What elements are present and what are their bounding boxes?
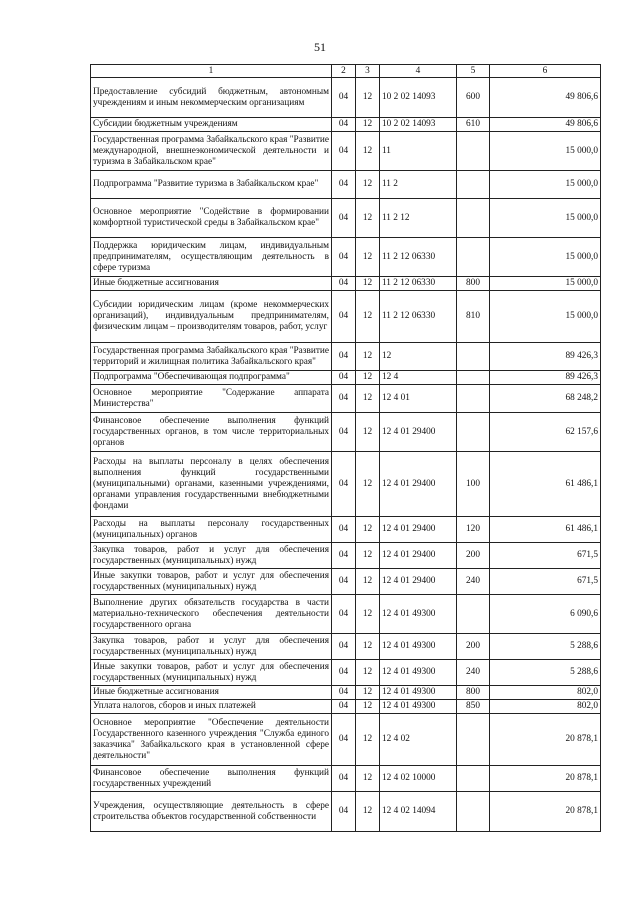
row-subsection: 12 xyxy=(356,686,380,700)
row-section: 04 xyxy=(332,543,356,569)
row-amount: 802,0 xyxy=(490,686,601,700)
row-target-code: 11 2 12 06330 xyxy=(380,238,457,277)
table-row xyxy=(91,517,601,543)
row-name: Иные бюджетные ассигнования xyxy=(91,686,332,700)
row-section: 04 xyxy=(332,634,356,660)
row-section: 04 xyxy=(332,569,356,595)
row-name: Уплата налогов, сборов и иных платежей xyxy=(91,700,332,714)
row-subsection: 12 xyxy=(356,291,380,343)
row-section: 04 xyxy=(332,452,356,517)
row-expense-type: 800 xyxy=(457,686,490,700)
column-header-6: 6 xyxy=(490,65,601,78)
table-row xyxy=(91,452,601,517)
row-expense-type: 800 xyxy=(457,277,490,291)
row-subsection: 12 xyxy=(356,700,380,714)
table-row xyxy=(91,595,601,634)
page-number: 51 xyxy=(314,40,326,54)
row-section: 04 xyxy=(332,132,356,171)
row-section: 04 xyxy=(332,686,356,700)
row-name: Расходы на выплаты персоналу государственных (муниципальных) органов xyxy=(91,517,332,543)
table-row xyxy=(91,277,601,291)
row-name: Субсидии бюджетным учреждениям xyxy=(91,118,332,132)
row-target-code: 10 2 02 14093 xyxy=(380,78,457,118)
row-section: 04 xyxy=(332,700,356,714)
row-name: Предоставление субсидий бюджетным, автономным учреждениям и иным некоммерческим организациям xyxy=(91,78,332,118)
row-section: 04 xyxy=(332,714,356,766)
row-target-code: 12 4 01 29400 xyxy=(380,517,457,543)
row-expense-type xyxy=(457,413,490,452)
row-name: Основное мероприятие "Содержание аппарата Министерства" xyxy=(91,385,332,413)
row-section: 04 xyxy=(332,385,356,413)
row-amount: 20 878,1 xyxy=(490,714,601,766)
table-body xyxy=(91,78,601,832)
row-target-code: 12 4 xyxy=(380,371,457,385)
row-name: Закупка товаров, работ и услуг для обеспечения государственных (муниципальных) нужд xyxy=(91,634,332,660)
row-amount: 15 000,0 xyxy=(490,132,601,171)
budget-table xyxy=(90,64,601,832)
row-target-code: 12 4 02 xyxy=(380,714,457,766)
row-amount: 15 000,0 xyxy=(490,199,601,238)
row-amount: 61 486,1 xyxy=(490,517,601,543)
row-expense-type: 610 xyxy=(457,118,490,132)
row-target-code: 12 4 01 29400 xyxy=(380,543,457,569)
row-amount: 49 806,6 xyxy=(490,118,601,132)
table-row xyxy=(91,238,601,277)
row-section: 04 xyxy=(332,413,356,452)
row-name: Подпрограмма "Развитие туризма в Забайкальском крае" xyxy=(91,171,332,199)
row-section: 04 xyxy=(332,291,356,343)
row-expense-type xyxy=(457,199,490,238)
row-section: 04 xyxy=(332,660,356,686)
table-row xyxy=(91,686,601,700)
row-section: 04 xyxy=(332,595,356,634)
row-expense-type xyxy=(457,792,490,832)
row-amount: 20 878,1 xyxy=(490,792,601,832)
row-expense-type xyxy=(457,132,490,171)
row-amount: 15 000,0 xyxy=(490,238,601,277)
row-target-code: 12 4 01 49300 xyxy=(380,595,457,634)
row-target-code: 12 4 01 29400 xyxy=(380,452,457,517)
table-row xyxy=(91,118,601,132)
row-target-code: 11 2 12 xyxy=(380,199,457,238)
table-row xyxy=(91,78,601,118)
row-name: Поддержка юридическим лицам, индивидуальным предпринимателям, осуществляющим деятельность в сфере туризма xyxy=(91,238,332,277)
row-expense-type: 810 xyxy=(457,291,490,343)
row-subsection: 12 xyxy=(356,543,380,569)
row-target-code: 12 4 01 29400 xyxy=(380,569,457,595)
row-amount: 20 878,1 xyxy=(490,766,601,792)
table-row xyxy=(91,792,601,832)
row-name: Государственная программа Забайкальского края "Развитие международной, внешнеэкономической деятельности и туризма в Забайкальском крае" xyxy=(91,132,332,171)
table-row xyxy=(91,569,601,595)
row-name: Субсидии юридическим лицам (кроме некоммерческих организаций), индивидуальным предпринимателям, физическим лицам – производителям товаров, работ, услуг xyxy=(91,291,332,343)
table-row xyxy=(91,199,601,238)
row-subsection: 12 xyxy=(356,171,380,199)
table-row xyxy=(91,132,601,171)
row-target-code: 12 4 01 29400 xyxy=(380,413,457,452)
row-name: Учреждения, осуществляющие деятельность в сфере строительства объектов государственной собственности xyxy=(91,792,332,832)
row-target-code: 12 4 01 49300 xyxy=(380,686,457,700)
row-subsection: 12 xyxy=(356,78,380,118)
row-expense-type: 100 xyxy=(457,452,490,517)
row-name: Финансовое обеспечение выполнения функций государственных органов, в том числе территориальных органов xyxy=(91,413,332,452)
table-row xyxy=(91,343,601,371)
row-subsection: 12 xyxy=(356,371,380,385)
row-expense-type: 600 xyxy=(457,78,490,118)
row-name: Подпрограмма "Обеспечивающая подпрограмма" xyxy=(91,371,332,385)
row-section: 04 xyxy=(332,517,356,543)
table-row xyxy=(91,291,601,343)
row-target-code: 12 4 01 49300 xyxy=(380,634,457,660)
column-header-1: 1 xyxy=(91,65,332,78)
header-row xyxy=(91,65,601,78)
row-subsection: 12 xyxy=(356,517,380,543)
row-amount: 49 806,6 xyxy=(490,78,601,118)
row-section: 04 xyxy=(332,238,356,277)
row-subsection: 12 xyxy=(356,766,380,792)
row-name: Основное мероприятие "Обеспечение деятельности Государственного казенного учреждения "Служба единого заказчика" Забайкальского края в установленной сфере деятельности" xyxy=(91,714,332,766)
row-name: Иные закупки товаров, работ и услуг для обеспечения государственных (муниципальных) нужд xyxy=(91,660,332,686)
row-subsection: 12 xyxy=(356,413,380,452)
table-row xyxy=(91,766,601,792)
row-subsection: 12 xyxy=(356,569,380,595)
table-row xyxy=(91,543,601,569)
row-target-code: 11 2 xyxy=(380,171,457,199)
row-section: 04 xyxy=(332,118,356,132)
table-row xyxy=(91,660,601,686)
row-target-code: 11 2 12 06330 xyxy=(380,277,457,291)
row-target-code: 12 4 01 49300 xyxy=(380,660,457,686)
row-amount: 671,5 xyxy=(490,569,601,595)
row-subsection: 12 xyxy=(356,277,380,291)
row-amount: 62 157,6 xyxy=(490,413,601,452)
row-subsection: 12 xyxy=(356,792,380,832)
row-name: Государственная программа Забайкальского края "Развитие территорий и жилищная политика Забайкальского края" xyxy=(91,343,332,371)
row-subsection: 12 xyxy=(356,714,380,766)
table-row xyxy=(91,171,601,199)
row-subsection: 12 xyxy=(356,660,380,686)
row-amount: 61 486,1 xyxy=(490,452,601,517)
row-target-code: 11 2 12 06330 xyxy=(380,291,457,343)
row-subsection: 12 xyxy=(356,343,380,371)
row-subsection: 12 xyxy=(356,634,380,660)
row-amount: 6 090,6 xyxy=(490,595,601,634)
column-header-5: 5 xyxy=(457,65,490,78)
row-amount: 15 000,0 xyxy=(490,277,601,291)
row-name: Иные закупки товаров, работ и услуг для обеспечения государственных (муниципальных) нужд xyxy=(91,569,332,595)
row-expense-type: 200 xyxy=(457,543,490,569)
row-subsection: 12 xyxy=(356,199,380,238)
row-expense-type: 240 xyxy=(457,569,490,595)
row-expense-type: 120 xyxy=(457,517,490,543)
row-target-code: 11 xyxy=(380,132,457,171)
column-header-3: 3 xyxy=(356,65,380,78)
row-expense-type xyxy=(457,766,490,792)
row-amount: 5 288,6 xyxy=(490,660,601,686)
row-amount: 89 426,3 xyxy=(490,371,601,385)
row-expense-type: 240 xyxy=(457,660,490,686)
row-subsection: 12 xyxy=(356,118,380,132)
column-header-4: 4 xyxy=(380,65,457,78)
row-section: 04 xyxy=(332,171,356,199)
row-name: Закупка товаров, работ и услуг для обеспечения государственных (муниципальных) нужд xyxy=(91,543,332,569)
table-row xyxy=(91,385,601,413)
table-row xyxy=(91,371,601,385)
table-row xyxy=(91,634,601,660)
row-amount: 802,0 xyxy=(490,700,601,714)
row-subsection: 12 xyxy=(356,385,380,413)
column-header-2: 2 xyxy=(332,65,356,78)
row-section: 04 xyxy=(332,277,356,291)
row-amount: 68 248,2 xyxy=(490,385,601,413)
row-subsection: 12 xyxy=(356,238,380,277)
row-amount: 89 426,3 xyxy=(490,343,601,371)
row-target-code: 12 4 02 10000 xyxy=(380,766,457,792)
row-section: 04 xyxy=(332,766,356,792)
row-expense-type xyxy=(457,714,490,766)
row-subsection: 12 xyxy=(356,595,380,634)
row-expense-type xyxy=(457,171,490,199)
row-name: Иные бюджетные ассигнования xyxy=(91,277,332,291)
row-amount: 15 000,0 xyxy=(490,171,601,199)
row-name: Выполнение других обязательств государства в части материально-технического обеспечения деятельности государственного органа xyxy=(91,595,332,634)
row-section: 04 xyxy=(332,343,356,371)
row-expense-type: 200 xyxy=(457,634,490,660)
row-name: Расходы на выплаты персоналу в целях обеспечения выполнения функций государственными (муниципальными) органами, казенными учреждениями, органами управления государственными внебюджетными фондами xyxy=(91,452,332,517)
row-section: 04 xyxy=(332,199,356,238)
row-section: 04 xyxy=(332,792,356,832)
row-expense-type xyxy=(457,343,490,371)
row-expense-type xyxy=(457,238,490,277)
table-row xyxy=(91,413,601,452)
row-target-code: 10 2 02 14093 xyxy=(380,118,457,132)
row-expense-type xyxy=(457,385,490,413)
row-target-code: 12 4 02 14094 xyxy=(380,792,457,832)
row-name: Основное мероприятие "Содействие в формировании комфортной туристической среды в Забайкальском крае" xyxy=(91,199,332,238)
row-target-code: 12 4 01 xyxy=(380,385,457,413)
row-subsection: 12 xyxy=(356,132,380,171)
row-section: 04 xyxy=(332,371,356,385)
row-expense-type: 850 xyxy=(457,700,490,714)
table-row xyxy=(91,714,601,766)
row-expense-type xyxy=(457,595,490,634)
row-target-code: 12 xyxy=(380,343,457,371)
table-row xyxy=(91,700,601,714)
row-name: Финансовое обеспечение выполнения функций государственных учреждений xyxy=(91,766,332,792)
row-amount: 5 288,6 xyxy=(490,634,601,660)
row-target-code: 12 4 01 49300 xyxy=(380,700,457,714)
row-expense-type xyxy=(457,371,490,385)
row-subsection: 12 xyxy=(356,452,380,517)
row-amount: 15 000,0 xyxy=(490,291,601,343)
row-section: 04 xyxy=(332,78,356,118)
row-amount: 671,5 xyxy=(490,543,601,569)
